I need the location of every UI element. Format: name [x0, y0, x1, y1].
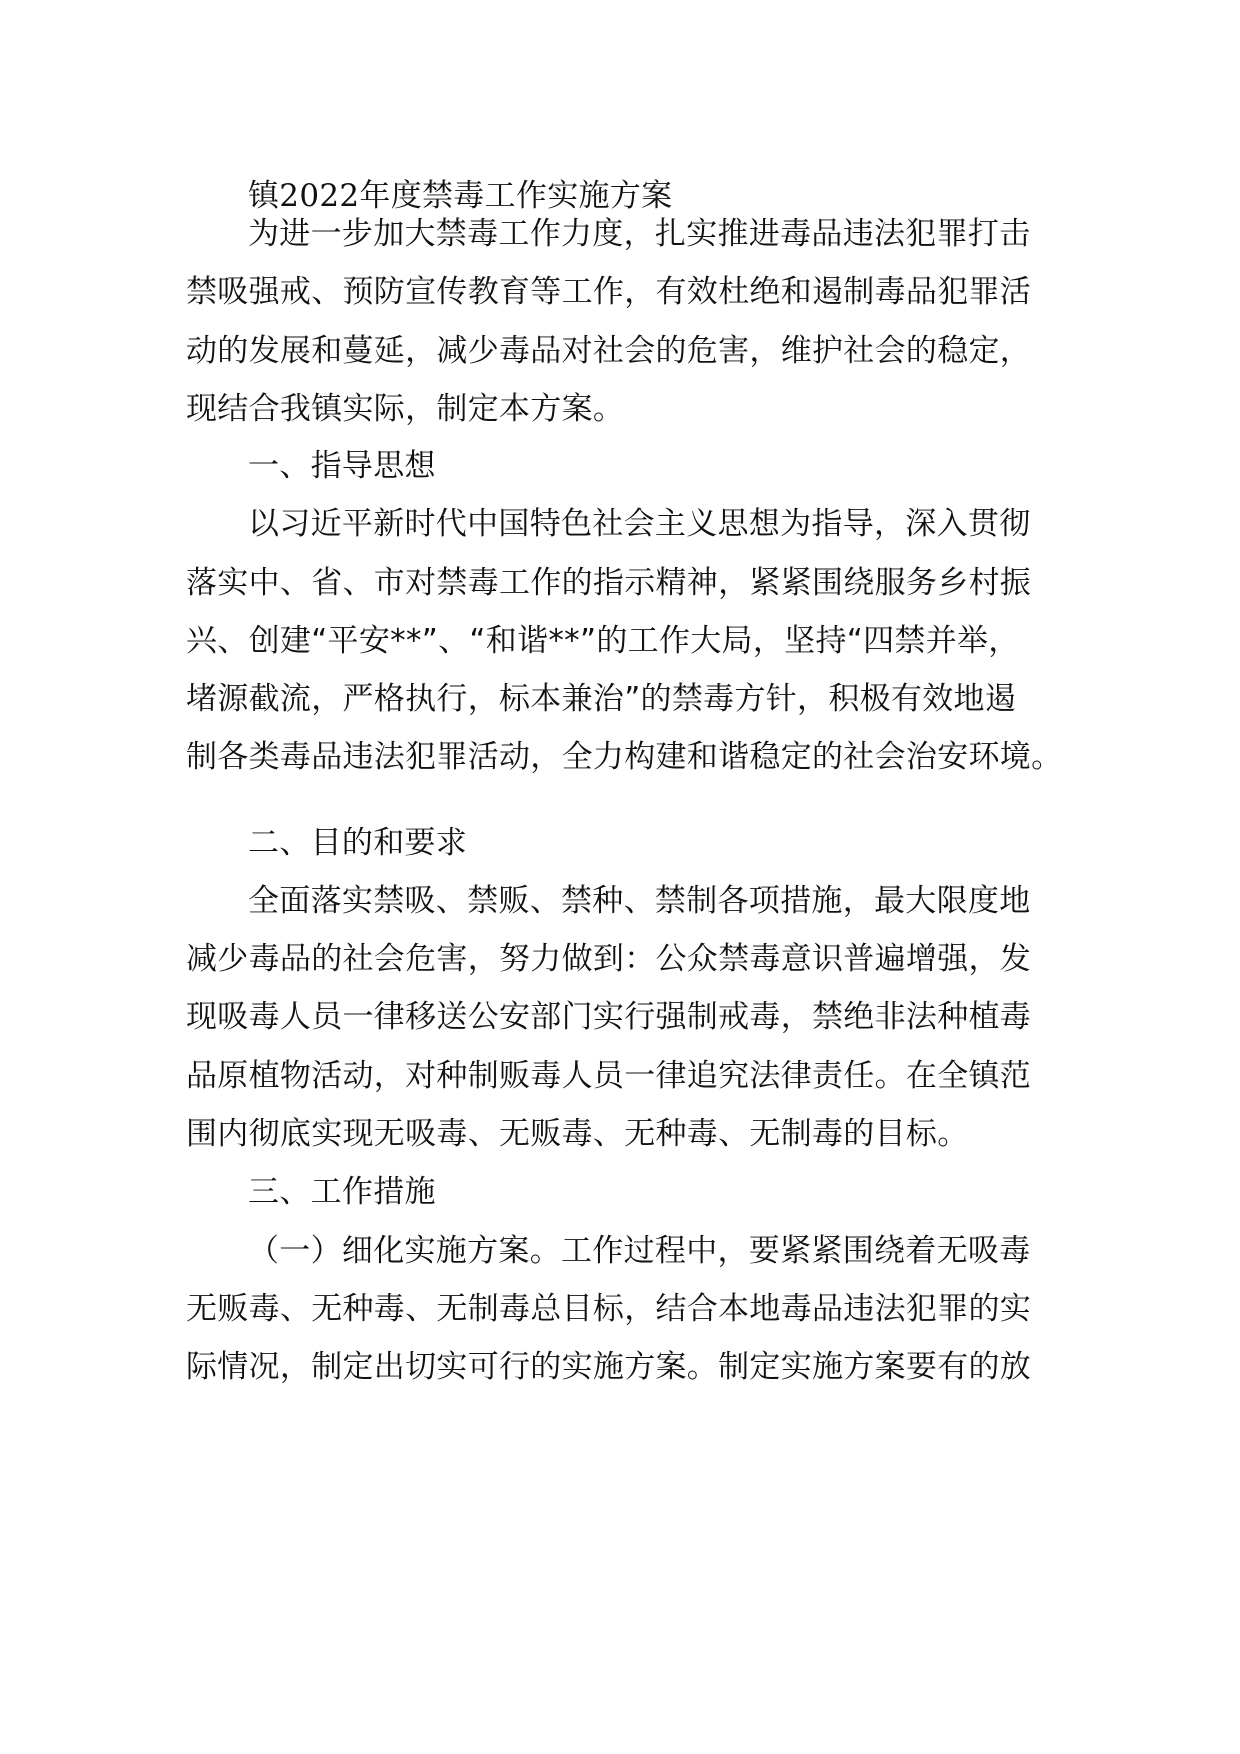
section3-heading: 三、工作措施	[248, 1174, 436, 1210]
section2-line-2: 减少毒品的社会危害，努力做到：公众禁毒意识普遍增强，发	[186, 941, 1032, 977]
section3-line-2: 无贩毒、无种毒、无制毒总目标，结合本地毒品违法犯罪的实	[186, 1291, 1032, 1327]
section2-line-5: 围内彻底实现无吸毒、无贩毒、无种毒、无制毒的目标。	[186, 1116, 969, 1152]
section1-line-3: 兴、创建“平安**”、“和谐**”的工作大局，坚持“四禁并举，	[186, 623, 1020, 659]
section3-line-1: （一）细化实施方案。工作过程中，要紧紧围绕着无吸毒	[248, 1233, 1031, 1269]
section3-line-3: 际情况，制定出切实可行的实施方案。制定实施方案要有的放	[186, 1349, 1032, 1385]
section1-line-1: 以习近平新时代中国特色社会主义思想为指导，深入贯彻	[248, 506, 1031, 542]
section1-heading: 一、指导思想	[248, 448, 436, 484]
document-title: 镇2022年度禁毒工作实施方案	[248, 178, 673, 214]
section2-heading: 二、目的和要求	[248, 825, 468, 861]
intro-line-1: 为进一步加大禁毒工作力度，扎实推进毒品违法犯罪打击	[248, 216, 1031, 252]
section2-line-1: 全面落实禁吸、禁贩、禁种、禁制各项措施，最大限度地	[248, 883, 1031, 919]
intro-line-3: 动的发展和蔓延，减少毒品对社会的危害，维护社会的稳定，	[186, 333, 1032, 369]
intro-line-2: 禁吸强戒、预防宣传教育等工作，有效杜绝和遏制毒品犯罪活	[186, 274, 1032, 310]
section1-line-2: 落实中、省、市对禁毒工作的指示精神，紧紧围绕服务乡村振	[186, 565, 1032, 601]
section2-line-3: 现吸毒人员一律移送公安部门实行强制戒毒，禁绝非法种植毒	[186, 999, 1032, 1035]
section1-line-4: 堵源截流，严格执行，标本兼治”的禁毒方针，积极有效地遏	[186, 681, 1017, 717]
section2-line-4: 品原植物活动，对种制贩毒人员一律追究法律责任。在全镇范	[186, 1058, 1032, 1094]
intro-line-4: 现结合我镇实际，制定本方案。	[186, 391, 625, 427]
section1-line-5: 制各类毒品违法犯罪活动，全力构建和谐稳定的社会治安环境。	[186, 739, 1063, 775]
